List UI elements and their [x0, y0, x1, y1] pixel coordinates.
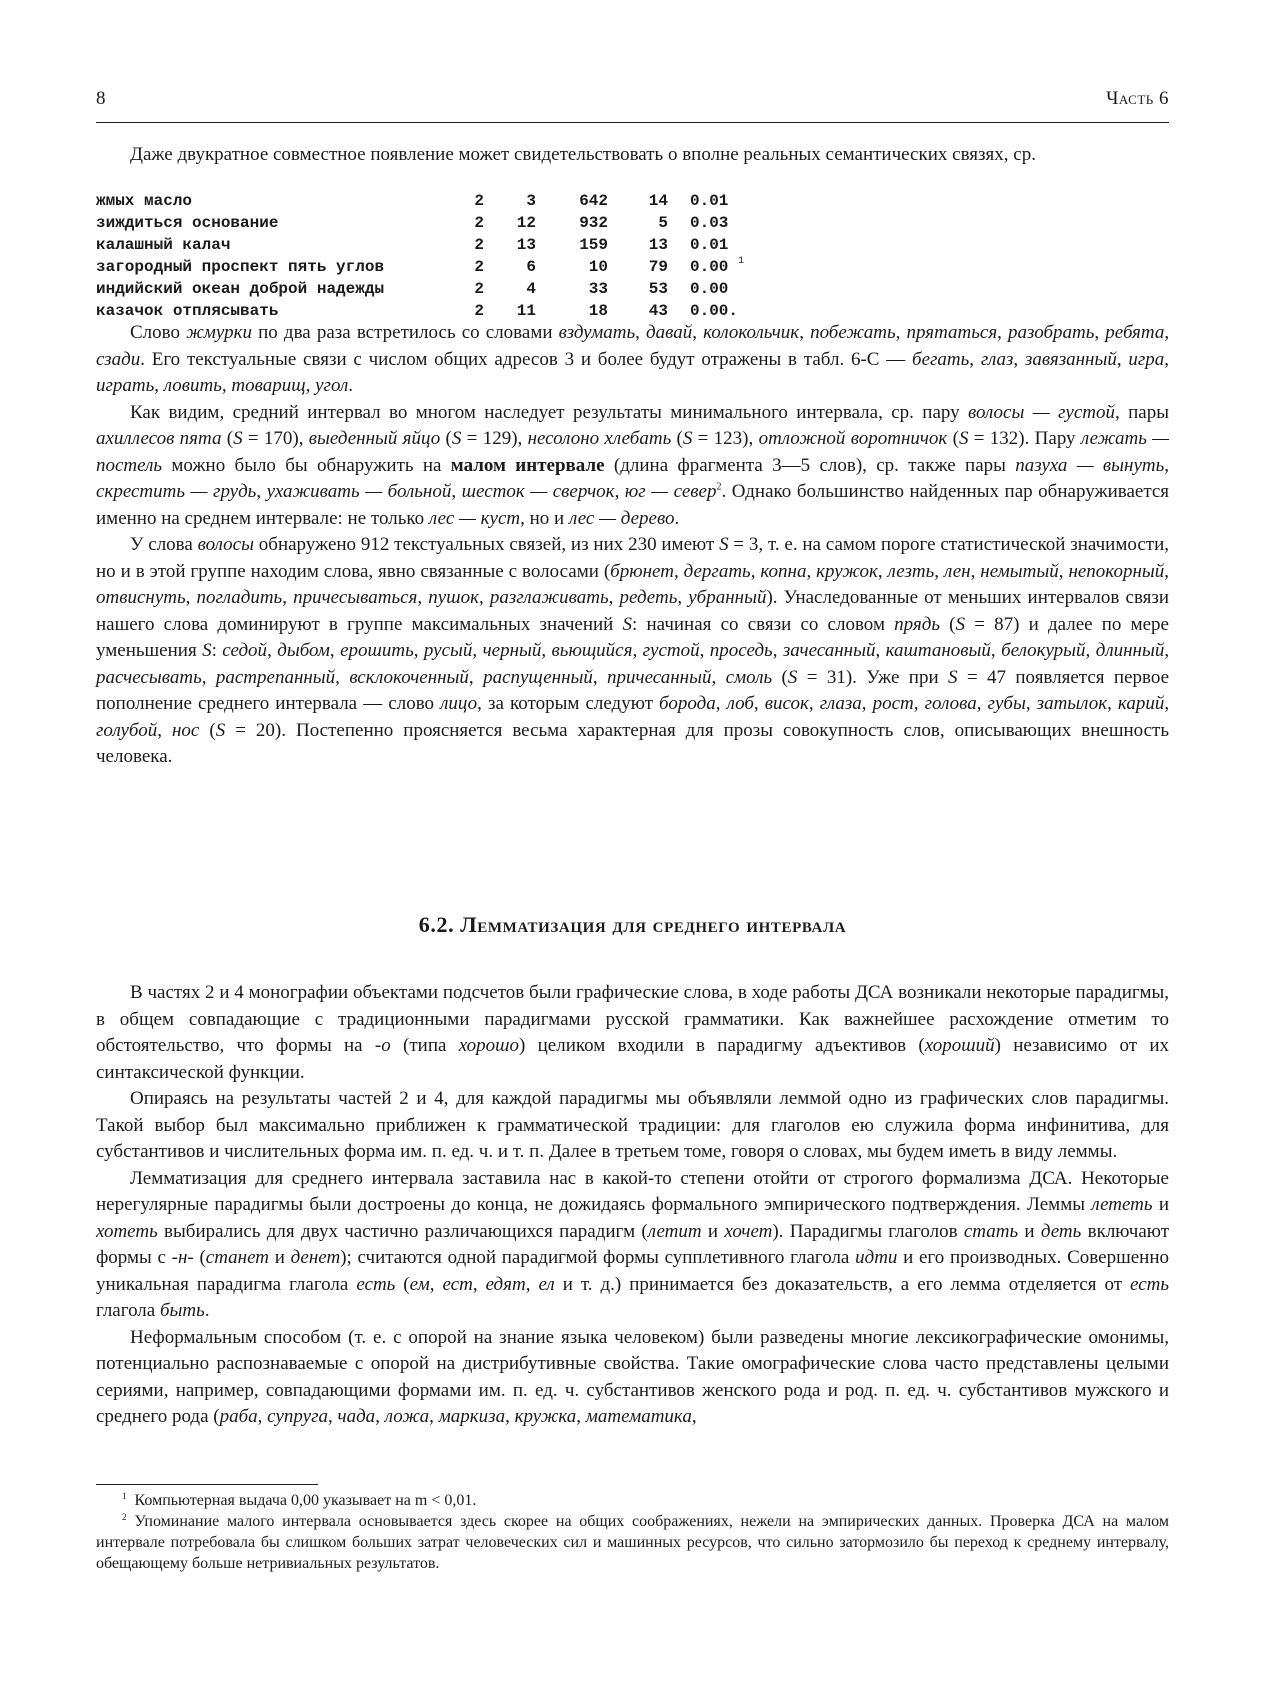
table-row: [96, 212, 796, 234]
part-title: Часть 6: [1106, 88, 1169, 109]
page-number: 8: [96, 88, 106, 109]
table-value: 13: [648, 236, 668, 254]
paragraph: Лемматизация для среднего интервала заставила нас в какой-то степени отойти от строгого формализма ДСА. Некоторые нерегулярные парадигмы были достроены до конца, не дожидаясь формального эмпирического подтверждения. Леммы лететь и хотеть выбирались для двух частично различающихся парадигм (летит и хочет). Парадигмы глаголов стать и деть включают формы с -н- (станет и денет); считаются одной парадигмой формы супплетивного глагола идти и его производных. Совершенно уникальная парадигма глагола есть (ем, ест, едят, ел и т. д.) принимается без доказательств, а его лемма отделяется от есть глагола быть.: [96, 1167, 1170, 1321]
intro-text: [96, 142, 1169, 169]
footnote-2: $^2$ Упоминание малого интервала основывается здесь скорее на общих соображениях, нежели на эмпирических данных. Проверка ДСА на малом интервале потребовала бы слишком больших затрат человеческих сил и машинных ресурсов, что сильно затормозило бы переход к среднему интервалу, обещающему больше нетривиальных результатов.: [96, 1511, 1169, 1572]
table-term: зиждиться основание: [96, 214, 279, 232]
table-value: 33: [588, 280, 608, 298]
section-heading: 6.2. Лемматизация для среднего интервала: [418, 912, 847, 937]
body-text-2: [96, 980, 1169, 1431]
table-value: 159: [579, 236, 608, 254]
intro-paragraph: Даже двукратное совместное появление может свидетельствовать о вполне реальных семантических связях, ср.: [130, 144, 1036, 165]
table-value: 0.00: [690, 280, 729, 298]
paragraph: Неформальным способом (т. е. с опорой на знание языка человеком) были разведены многие лексикографические омонимы, потенциально распознаваемые с опорой на дистрибутивные свойства. Такие омографические слова часто представлены целыми сериями, например, совпадающими формами им. п. ед. ч. субстантивов женского рода и род. п. ед. ч. субстантивов мужского и среднего рода (раба, супруга, чада, ложа, маркиза, кружка, математика,: [96, 1326, 1169, 1427]
table-value: 2: [474, 214, 484, 232]
table-row: [96, 278, 796, 300]
table-term: казачок отплясывать: [96, 302, 279, 320]
table-value: 932: [579, 214, 608, 232]
paragraph: У слова волосы обнаружено 912 текстуальных связей, из них 230 имеют S = 3, т. е. на самом пороге статистической значимости, но и в этой группе находим слова, явно связанные с волосами (брюнет, дергать, копна, кружок, лезть, лен, немытый, непокорный, отвиснуть, погладить, причесываться, пушок, разглаживать, редеть, убранный). Унаследованные от меньших интервалов связи нашего слова доминируют в группе максимальных значений S: начиная со связи со словом прядь (S = 87) и далее по мере уменьшения S: седой, дыбом, ерошить, русый, черный, вьющийся, густой, проседь, зачесанный, каштановый, белокурый, длинный, расчесывать, растрепанный, всклокоченный, распущенный, причесанный, смоль (S = 31). Уже при S = 47 появляется первое пополнение среднего интервала — слово лицо, за которым следуют борода, лоб, висок, глаза, рост, голова, губы, затылок, карий, голубой, нос (S = 20). Постепенно проясняется весьма характерная для прозы совокупность слов, описывающих внешность человека.: [96, 534, 1170, 767]
paragraph: Как видим, средний интервал во многом наследует результаты минимального интервала, ср. пару волосы — густой, пары ахиллесов пята (S = 170), выеденный яйцо (S = 129), несолоно хлебать (S = 123), отложной воротничок (S = 132). Пару лежать — постель можно было бы обнаружить на малом интервале (длина фрагмента 3—5 слов), ср. также пары пазуха — вынуть, скрестить — грудь, ухаживать — больной, шесток — сверчок, юг — север$^2$. Однако большинство найденных пар обнаруживается именно на среднем интервале: не только лес — куст, но и лес — дерево.: [96, 401, 1170, 529]
table-value: 6: [526, 258, 536, 276]
table-value: 43: [648, 302, 668, 320]
running-head: [96, 88, 1169, 116]
table-term: калашный калач: [96, 236, 231, 254]
body-text-1: [96, 320, 1169, 771]
table-value: 0.00.: [690, 302, 739, 320]
table-value: 0.01: [690, 236, 729, 254]
footnotes: [96, 1490, 1169, 1574]
header-rule: [96, 122, 1169, 123]
table-term: загородный проспект пять углов: [96, 258, 385, 276]
table-value: 10: [588, 258, 608, 276]
table-value: 12: [516, 214, 536, 232]
table-term: индийский океан доброй надежды: [96, 280, 385, 298]
paragraph: Опираясь на результаты частей 2 и 4, для каждой парадигмы мы объявляли леммой одно из графических слов парадигмы. Такой выбор был максимально приближен к грамматической традиции: для глаголов ею служила форма инфинитива, для субстантивов и числительных форма им. п. ед. ч. и т. п. Далее в третьем томе, говоря о словах, мы будем иметь в виду леммы.: [96, 1088, 1169, 1162]
table-value: 3: [526, 192, 536, 210]
table-row: загородный проспект пять углов 2 6 10 79 0.00 1: [96, 256, 745, 276]
table-value: 18: [588, 302, 608, 320]
table-value: 2: [474, 192, 484, 210]
table-value: 0.01: [690, 192, 729, 210]
table-value: 2: [474, 280, 484, 298]
table-term: жмых масло: [96, 192, 193, 210]
table-value: 4: [526, 280, 536, 298]
footnote-rule: [96, 1484, 318, 1485]
table-row: [96, 234, 796, 256]
table-value: 5: [658, 214, 668, 232]
table-value: 0.00: [690, 258, 729, 276]
frequency-table: [96, 190, 796, 322]
paragraph: Слово жмурки по два раза встретилось со словами вздумать, давай, колокольчик, побежать, прятаться, разобрать, ребята, сзади. Его текстуальные связи с числом общих адресов 3 и более будут отражены в табл. 6-С — бегать, глаз, завязанный, игра, играть, ловить, товарищ, угол.: [96, 322, 1170, 396]
table-value: 2: [474, 302, 484, 320]
table-value: 642: [579, 192, 608, 210]
table-value: 13: [516, 236, 536, 254]
table-value: 2: [474, 236, 484, 254]
paragraph: В частях 2 и 4 монографии объектами подсчетов были графические слова, в ходе работы ДСА возникали некоторые парадигмы, в общем совпадающие с традиционными парадигмами русской грамматики. Как важнейшее расхождение отметим то обстоятельство, что формы на -о (типа хорошо) целиком входили в парадигму адъективов (хороший) независимо от их синтаксической функции.: [96, 982, 1170, 1083]
footnote-1: $^1$ Компьютерная выдача 0,00 указывает на m < 0,01.: [122, 1490, 477, 1509]
table-value: 11: [516, 302, 536, 320]
table-value: 0.03: [690, 214, 729, 232]
table-value: 53: [648, 280, 668, 298]
table-value: 79: [648, 258, 668, 276]
table-value: 2: [474, 258, 484, 276]
table-row: [96, 300, 796, 322]
table-row: [96, 190, 796, 212]
table-value: 14: [648, 192, 668, 210]
